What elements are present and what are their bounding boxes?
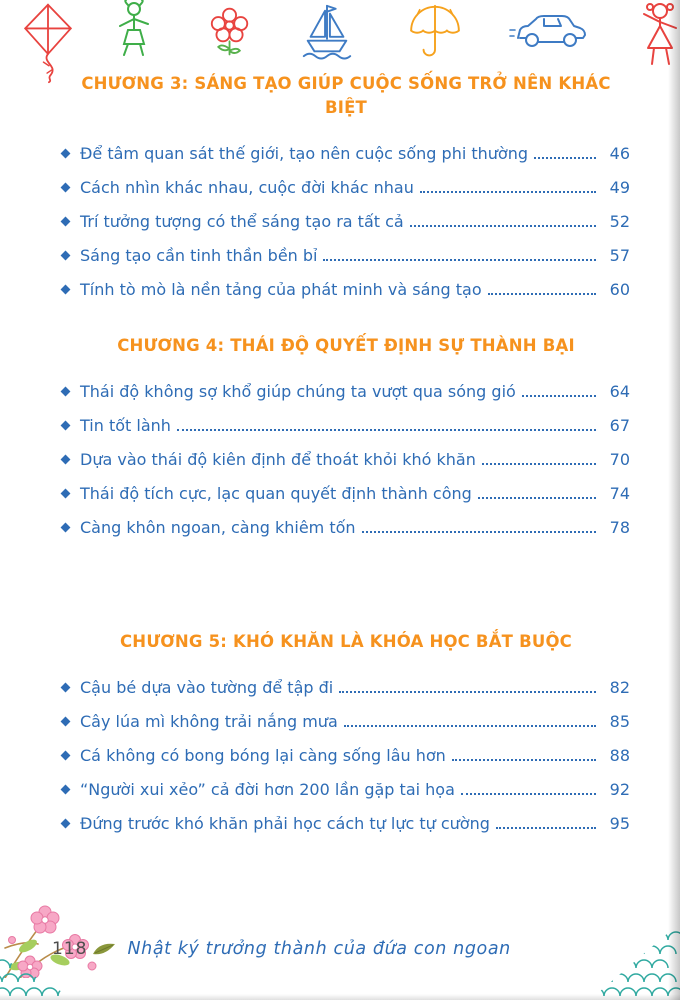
toc-entry — [62, 806, 630, 840]
toc-entry — [62, 476, 630, 510]
toc-entry-page: 57 — [609, 245, 630, 265]
dotted-leader — [323, 259, 596, 261]
fairy-icon — [108, 0, 160, 62]
dotted-leader — [410, 225, 596, 227]
toc-entry — [62, 408, 630, 442]
toc-entry-label: Cách nhìn khác nhau, cuộc đời khác nhau — [80, 177, 414, 197]
toc-entry-page: 52 — [609, 211, 630, 231]
diamond-bullet-icon — [61, 784, 71, 794]
toc-entry-page: 88 — [609, 745, 630, 765]
dotted-leader — [488, 293, 596, 295]
toc-entry-label: Tính tò mò là nền tảng của phát minh và sáng tạo — [80, 279, 482, 299]
toc-entry — [62, 772, 630, 806]
diamond-bullet-icon — [61, 250, 71, 260]
sailboat-icon — [298, 2, 356, 64]
toc-entry-page: 64 — [609, 381, 630, 401]
toc-entry-label: Sáng tạo cần tinh thần bền bỉ — [80, 245, 318, 265]
toc-entry-page: 60 — [609, 279, 630, 299]
toc-entry — [62, 238, 630, 272]
diamond-bullet-icon — [61, 716, 71, 726]
diamond-bullet-icon — [61, 750, 71, 760]
toc-entry — [62, 442, 630, 476]
toc-entry-page: 49 — [609, 177, 630, 197]
toc-entry-label: Tin tốt lành — [80, 415, 171, 435]
toc-entry-label: Cây lúa mì không trải nắng mưa — [80, 711, 338, 731]
toc-entry-page: 85 — [609, 711, 630, 731]
dotted-leader — [420, 191, 596, 193]
dotted-leader — [478, 497, 596, 499]
toc-entry-page: 74 — [609, 483, 630, 503]
toc-entry — [62, 374, 630, 408]
toc-entry — [62, 272, 630, 306]
diamond-bullet-icon — [61, 284, 71, 294]
toc-entry — [62, 670, 630, 704]
dotted-leader — [522, 395, 596, 397]
diamond-bullet-icon — [61, 818, 71, 828]
diamond-bullet-icon — [61, 682, 71, 692]
toc-entry-label: Càng khôn ngoan, càng khiêm tốn — [80, 517, 356, 537]
page-edge-shadow — [668, 0, 680, 1000]
toc-entry-page: 92 — [609, 779, 630, 799]
toc-entry — [62, 136, 630, 170]
chapter-4-title: CHƯƠNG 4: THÁI ĐỘ QUYẾT ĐỊNH SỰ THÀNH BẠI — [117, 336, 575, 355]
table-of-contents — [62, 72, 630, 840]
leaf-icon — [91, 940, 117, 962]
toc-entry-label: Thái độ không sợ khổ giúp chúng ta vượt qua sóng gió — [80, 381, 516, 401]
toc-entry-label: Dựa vào thái độ kiên định để thoát khỏi khó khăn — [80, 449, 476, 469]
diamond-bullet-icon — [61, 454, 71, 464]
dotted-leader — [496, 827, 596, 829]
diamond-bullet-icon — [61, 420, 71, 430]
dotted-leader — [534, 157, 596, 159]
toc-entry-label: Thái độ tích cực, lạc quan quyết định thành công — [80, 483, 472, 503]
flower-icon — [204, 4, 256, 64]
toc-entry-page: 78 — [609, 517, 630, 537]
page-footer — [52, 938, 511, 960]
diamond-bullet-icon — [61, 216, 71, 226]
scallop-pattern-icon — [570, 914, 680, 1000]
toc-entry-page: 95 — [609, 813, 630, 833]
dotted-leader — [177, 429, 596, 431]
toc-entry — [62, 738, 630, 772]
toc-entry-page: 46 — [609, 143, 630, 163]
chapter-5-title: CHƯƠNG 5: KHÓ KHĂN LÀ KHÓA HỌC BẮT BUỘC — [120, 632, 572, 651]
toc-entry-page: 82 — [609, 677, 630, 697]
toc-entry-label: “Người xui xẻo” cả đời hơn 200 lần gặp tai họa — [80, 779, 455, 799]
chapter-3-title: CHƯƠNG 3: SÁNG TẠO GIÚP CUỘC SỐNG TRỞ NÊN KHÁC BIỆT — [81, 74, 611, 117]
toc-entry-label: Cậu bé dựa vào tường để tập đi — [80, 677, 334, 697]
diamond-bullet-icon — [61, 522, 71, 532]
car-icon — [508, 6, 592, 60]
diamond-bullet-icon — [61, 148, 71, 158]
dotted-leader — [339, 691, 596, 693]
page-bottom-shadow — [0, 994, 680, 1000]
dotted-leader — [344, 725, 596, 727]
diamond-bullet-icon — [61, 386, 71, 396]
dotted-leader — [482, 463, 596, 465]
toc-entry-label: Đứng trước khó khăn phải học cách tự lực tự cường — [80, 813, 490, 833]
page-number: 118 — [52, 939, 88, 959]
toc-entry-page: 70 — [609, 449, 630, 469]
book-title: Nhật ký trưởng thành của đứa con ngoan — [127, 939, 511, 959]
dotted-leader — [452, 759, 596, 761]
toc-entry-label: Để tâm quan sát thế giới, tạo nên cuộc sống phi thường — [80, 143, 529, 163]
diamond-bullet-icon — [61, 488, 71, 498]
toc-entry — [62, 704, 630, 738]
toc-entry-label: Cá không có bong bóng lại càng sống lâu hơn — [80, 745, 446, 765]
toc-entry — [62, 510, 630, 544]
toc-entry-page: 67 — [609, 415, 630, 435]
dotted-leader — [461, 793, 596, 795]
toc-entry — [62, 204, 630, 238]
dancing-girl-icon — [638, 0, 680, 78]
dotted-leader — [362, 531, 596, 533]
diamond-bullet-icon — [61, 182, 71, 192]
toc-entry-label: Trí tưởng tượng có thể sáng tạo ra tất cả — [80, 211, 404, 231]
umbrella-icon — [406, 2, 464, 68]
toc-entry — [62, 170, 630, 204]
